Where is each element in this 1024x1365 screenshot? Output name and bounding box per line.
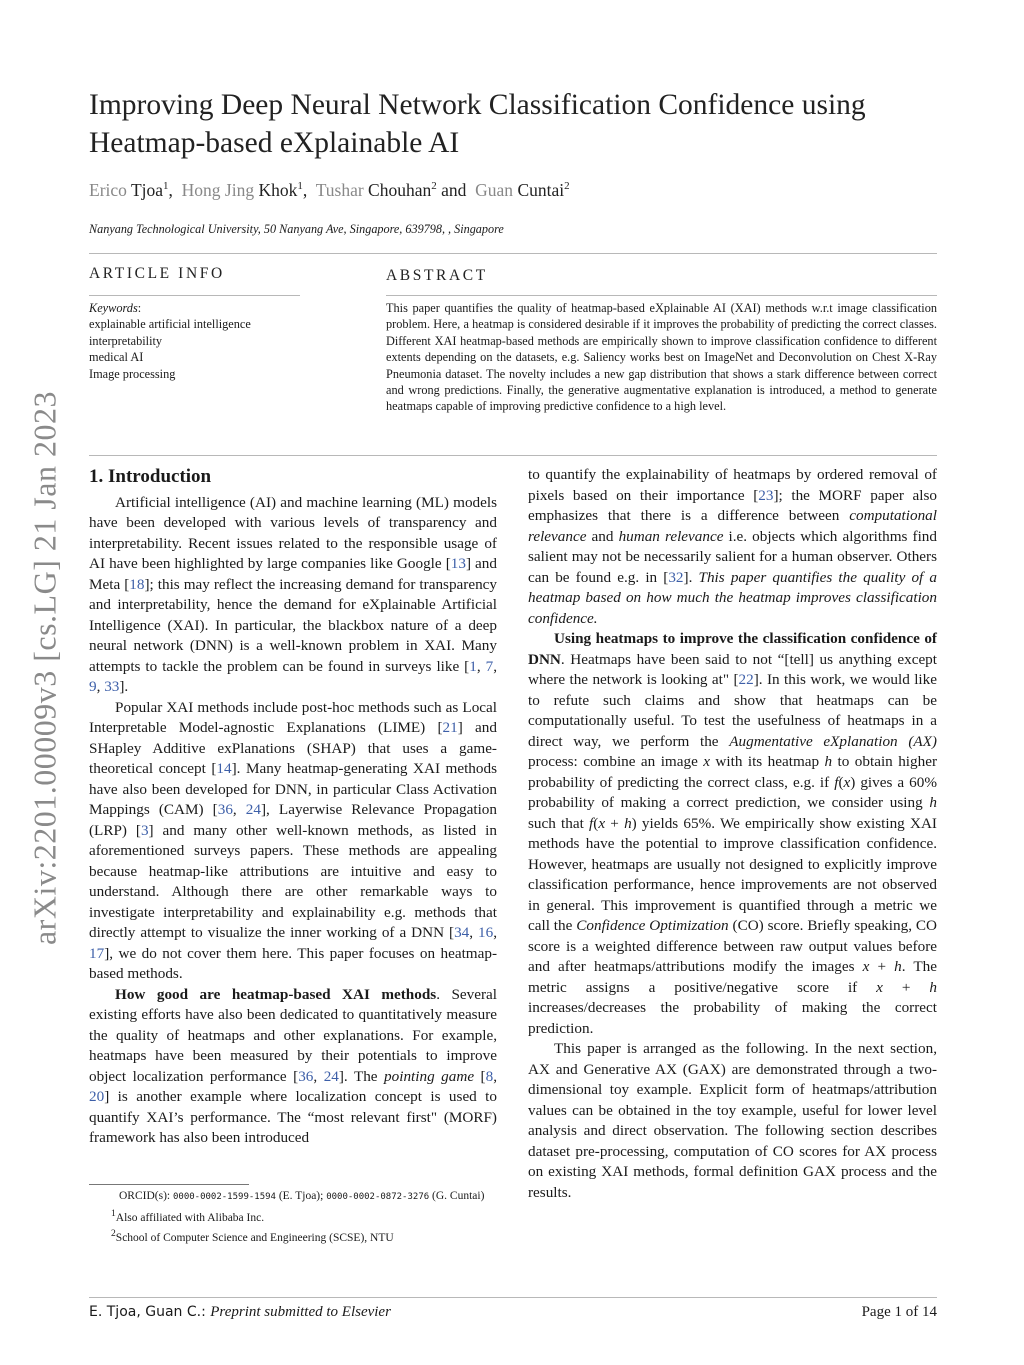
keywords-block: Keywords: explainable artificial intelligence interpretability medical AI Image processing xyxy=(89,300,319,382)
arxiv-stamp xyxy=(0,0,90,1365)
paragraph: How good are heatmap-based XAI methods. Several existing efforts have also been dedicated to quantitatively measure the quality of heatmaps and other explanations. For example, heatmaps have been measured by their potentials to improve object localization performance [36, 24]. The pointing game [8, 20] is another example where localization concept is used to quantify XAI’s performance. The “most relevant first" (MORF) framework has also been introduced xyxy=(89,985,497,1146)
article-info-heading: ARTICLE INFO xyxy=(89,265,225,282)
left-column xyxy=(89,464,497,1149)
divider xyxy=(386,295,937,296)
paragraph: Using heatmaps to improve the classification confidence of DNN. Heatmaps have been said to not “[tell] us anything except where the network is looking at" [22]. In this work, we would like to refute such claims and show that heatmaps can be computationally useful. To test the usefulness of heatmaps in a direct way, we perform the Augmentative eXplanation (AX) process: combine an image x with its heatmap h to obtain higher probability of predicting the correct class, e.g. if f(x) gives a 60% probability of making a correct prediction, we consider using h such that f(x + h) yields 65%. We empirically show existing XAI methods have the potential to improve classification confidence. However, heatmaps are usually not designed to explicitly improve classification performance, hence improvements are not observed in general. This improvement is quantified through a metric we call the Confidence Optimization (CO) score. Briefly speaking, CO score is a weighted difference between raw output values before and after heatmaps/attributions modify the images x + h. The metric assigns a positive/negative score if x + h increases/decreases the probability of making the correct prediction. xyxy=(528,630,937,1037)
keyword: medical AI xyxy=(89,350,144,365)
title-line-1: Improving Deep Neural Network Classification Confidence using xyxy=(89,89,866,121)
author: Tushar Chouhan$^2$ and xyxy=(315,180,476,200)
paragraph: Artificial intelligence (AI) and machine learning (ML) models have been developed with various levels of transparency and interpretability. Recent issues related to the responsible usage of AI have been highlighted by large companies like Google [13] and Meta [18]; this may reflect the increasing demand for transparency and interpretability, hence the demand for eXplainable Artificial Intelligence (XAI). In particular, the blackbox nature of a deep neural network (DNN) is a well-known problem in XAI. Many attempts to tackle the problem can be found in surveys like [1, 7, 9, 33]. xyxy=(89,493,498,695)
footnote-rule xyxy=(89,1184,249,1185)
paragraph: Popular XAI methods include post-hoc methods such as Local Interpretable Model-agnostic Explanations (LIME) [21] and SHapley Additive exPlanations (SHAP) that uses a game-theoretical concept [14]. Many heatmap-generating XAI methods have also been developed for DNN, in particular Class Activation Mappings (CAM) [36, 24], Layerwise Relevance Propagation (LRP) [3] and many other well-known methods, as listed in aforementioned surveys papers. These methods are appealing because heatmap-like attributions are intuitive and easy to understand. Although there are other remarkable ways to investigate interpretability and explainability e.g. methods that directly attempt to visualize the inner working of a DNN [34, 16, 17], we do not cover them here. This paper focuses on heatmap-based methods. xyxy=(89,698,497,982)
author: Erico Tjoa$^1$, xyxy=(89,180,182,200)
author: Hong Jing Khok$^1$, xyxy=(181,180,316,200)
footer-authors: E. Tjoa, Guan C. xyxy=(89,1304,202,1320)
keyword: interpretability xyxy=(89,333,163,348)
author: Guan Cuntai$^2$ xyxy=(475,180,570,200)
divider xyxy=(89,295,300,296)
paragraph: to quantify the explainability of heatmaps by ordered removal of pixels based on their importance [23]; the MORF paper also emphasizes that there is a difference between computational relevance and human relevance i.e. objects which algorithms find salient may not be necessarily salient for a human observer. Others can be found e.g. in [32]. This paper quantifies the quality of a heatmap based on how much the heatmap improves classification confidence. xyxy=(528,466,937,627)
keyword: Image processing xyxy=(89,366,176,381)
footnote: $^2$School of Computer Science and Engineering (SCSE), NTU xyxy=(111,1227,394,1244)
section-heading: 1. Introduction xyxy=(89,466,212,487)
affiliation: Nanyang Technological University, 50 Nanyang Ave, Singapore, 639798, , Singapore xyxy=(89,222,504,236)
paper-title xyxy=(89,86,939,162)
right-column xyxy=(528,465,937,1203)
keyword: explainable artificial intelligence xyxy=(89,317,251,332)
divider xyxy=(89,253,937,254)
footer-journal: Preprint submitted to Elsevier xyxy=(210,1304,391,1320)
page-number: Page 1 of 14 xyxy=(861,1304,937,1320)
footnote: $^1$Also affiliated with Alibaba Inc. xyxy=(111,1207,265,1224)
footnote: ORCID(s): 0000-0002-1599-1594 (E. Tjoa); 0000-0002-0872-3276 (G. Cuntai) xyxy=(119,1190,485,1202)
footnotes xyxy=(89,1189,497,1246)
keywords-label: Keywords xyxy=(89,301,138,315)
divider xyxy=(89,455,937,456)
abstract-heading: ABSTRACT xyxy=(386,267,488,284)
abstract-text: This paper quantifies the quality of heatmap-based eXplainable AI (XAI) methods w.r.t image classification problem. Here, a heatmap is considered desirable if it improves the probability of predicting the correct classes. Different XAI heatmap-based methods are empirically shown to improve classification confidence to different extents depending on the datasets, e.g. Saliency works best on ImageNet and Deconvolution on Chest X-Ray Pneumonia dataset. The novelty includes a new gap distribution that shows a stark difference between correct and wrong predictions. Finally, the generative augmentative explanation is introduced, a method to generate heatmaps capable of improving predictive confidence to a high level. xyxy=(386,301,937,414)
title-line-2: Heatmap-based eXplainable AI xyxy=(89,127,460,159)
arxiv-id: arXiv:2201.00009v3 [cs.LG] 21 Jan 2023 xyxy=(26,390,63,946)
divider xyxy=(89,1297,937,1298)
author-list xyxy=(89,180,939,201)
paragraph: This paper is arranged as the following. In the next section, AX and Generative AX (GAX) are demonstrated through a two-dimensional toy example. Explicit form of heatmaps/attribution values can be obtained in the toy example, useful for lower level analysis and direct observation. The following section describes dataset pre-processing, computation of CO scores for AX process on existing XAI methods, formal definition GAX process and the results. xyxy=(528,1040,937,1201)
